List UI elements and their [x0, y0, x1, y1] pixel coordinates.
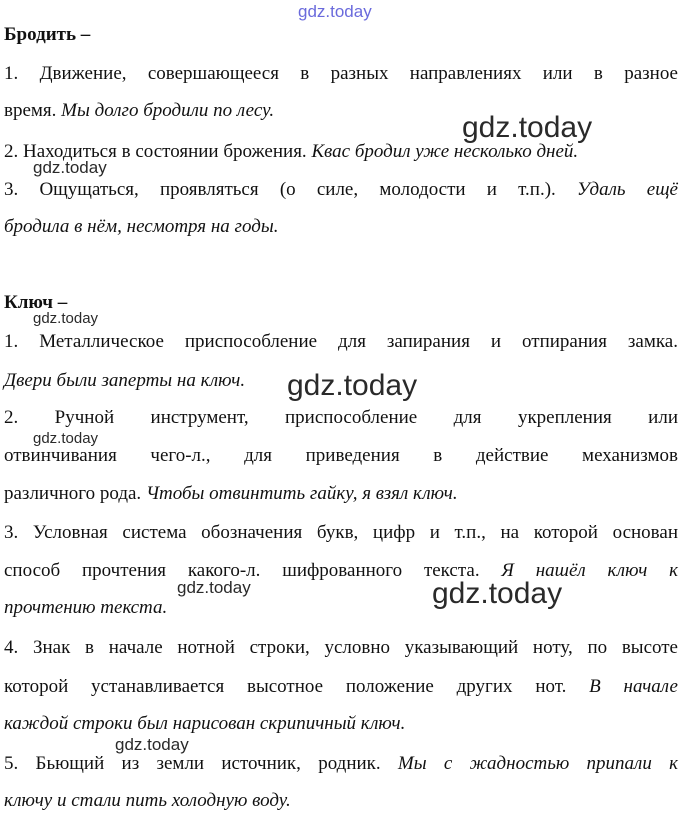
definition-line	[4, 444, 678, 468]
example-text: ключу и стали пить холодную воду.	[4, 790, 291, 811]
example-text: Двери были заперты на ключ.	[4, 370, 246, 391]
entry-term-klyuch: Ключ –	[4, 292, 68, 313]
definition-text: 3. Условная система обозначения букв, цифр и т.п., на которой основан	[4, 522, 678, 543]
example-text: каждой строки был нарисован скрипичный ключ.	[4, 713, 406, 734]
definition-text: которой устанавливается высотное положение других нот.	[4, 676, 590, 697]
watermark-text: gdz.today	[462, 111, 593, 144]
definition-line	[4, 330, 678, 354]
watermark-text: gdz.today	[432, 577, 563, 610]
definition-line	[4, 99, 678, 123]
entry-term-brodit: Бродить –	[4, 24, 91, 45]
example-text: Удаль ещё	[577, 179, 678, 200]
definition-line	[4, 482, 678, 506]
definition-text: 3. Ощущаться, проявляться (о силе, молодости и т.п.).	[4, 179, 577, 200]
definition-line	[4, 521, 678, 545]
watermark-text: gdz.today	[298, 2, 372, 21]
definition-line	[4, 369, 678, 393]
example-text: прочтению текста.	[4, 597, 168, 618]
example-text: Мы с жадностью припали к	[397, 753, 678, 774]
definition-line	[4, 712, 678, 736]
definition-text: различного рода.	[4, 483, 146, 504]
example-text: Мы долго бродили по лесу.	[61, 100, 275, 121]
definition-text: 5. Бьющий из земли источник, родник.	[4, 753, 398, 774]
definition-line	[4, 140, 678, 164]
example-text: Квас бродил уже несколько дней.	[311, 141, 579, 162]
definition-text: время.	[4, 100, 62, 121]
example-text: бродила в нём, несмотря на годы.	[4, 216, 279, 237]
definition-line	[4, 789, 678, 813]
example-text: Чтобы отвинтить гайку, я взял ключ.	[145, 483, 458, 504]
definition-text: 2. Ручной инструмент, приспособление для укрепления или	[4, 407, 678, 428]
watermark-text: gdz.today	[287, 369, 418, 402]
definition-line	[4, 636, 678, 660]
watermark-text: gdz.today	[177, 578, 251, 597]
watermark-text: gdz.today	[33, 310, 99, 327]
definition-line	[4, 215, 678, 239]
definition-text: 1. Металлическое приспособление для запирания и отпирания замка.	[4, 331, 678, 352]
definition-line	[4, 406, 678, 430]
definition-text: 1. Движение, совершающееся в разных направлениях или в разное	[4, 63, 678, 84]
watermark-text: gdz.today	[33, 430, 99, 447]
definition-line	[4, 675, 678, 699]
definition-line	[4, 559, 678, 583]
example-text: В начале	[589, 676, 678, 697]
definition-line	[4, 178, 678, 202]
document-page	[4, 0, 678, 813]
definition-line	[4, 596, 678, 620]
example-text: Я нашёл ключ к	[501, 560, 678, 581]
definition-text: 2. Находиться в состоянии брожения.	[4, 141, 312, 162]
definition-line	[4, 62, 678, 86]
watermark-text: gdz.today	[115, 735, 189, 754]
watermark-text: gdz.today	[33, 158, 107, 177]
definition-line	[4, 752, 678, 776]
definition-text: 4. Знак в начале нотной строки, условно указывающий ноту, по высоте	[4, 637, 678, 658]
definition-text: способ прочтения какого-л. шифрованного текста.	[4, 560, 502, 581]
definition-text: отвинчивания чего-л., для приведения в действие механизмов	[4, 445, 678, 466]
